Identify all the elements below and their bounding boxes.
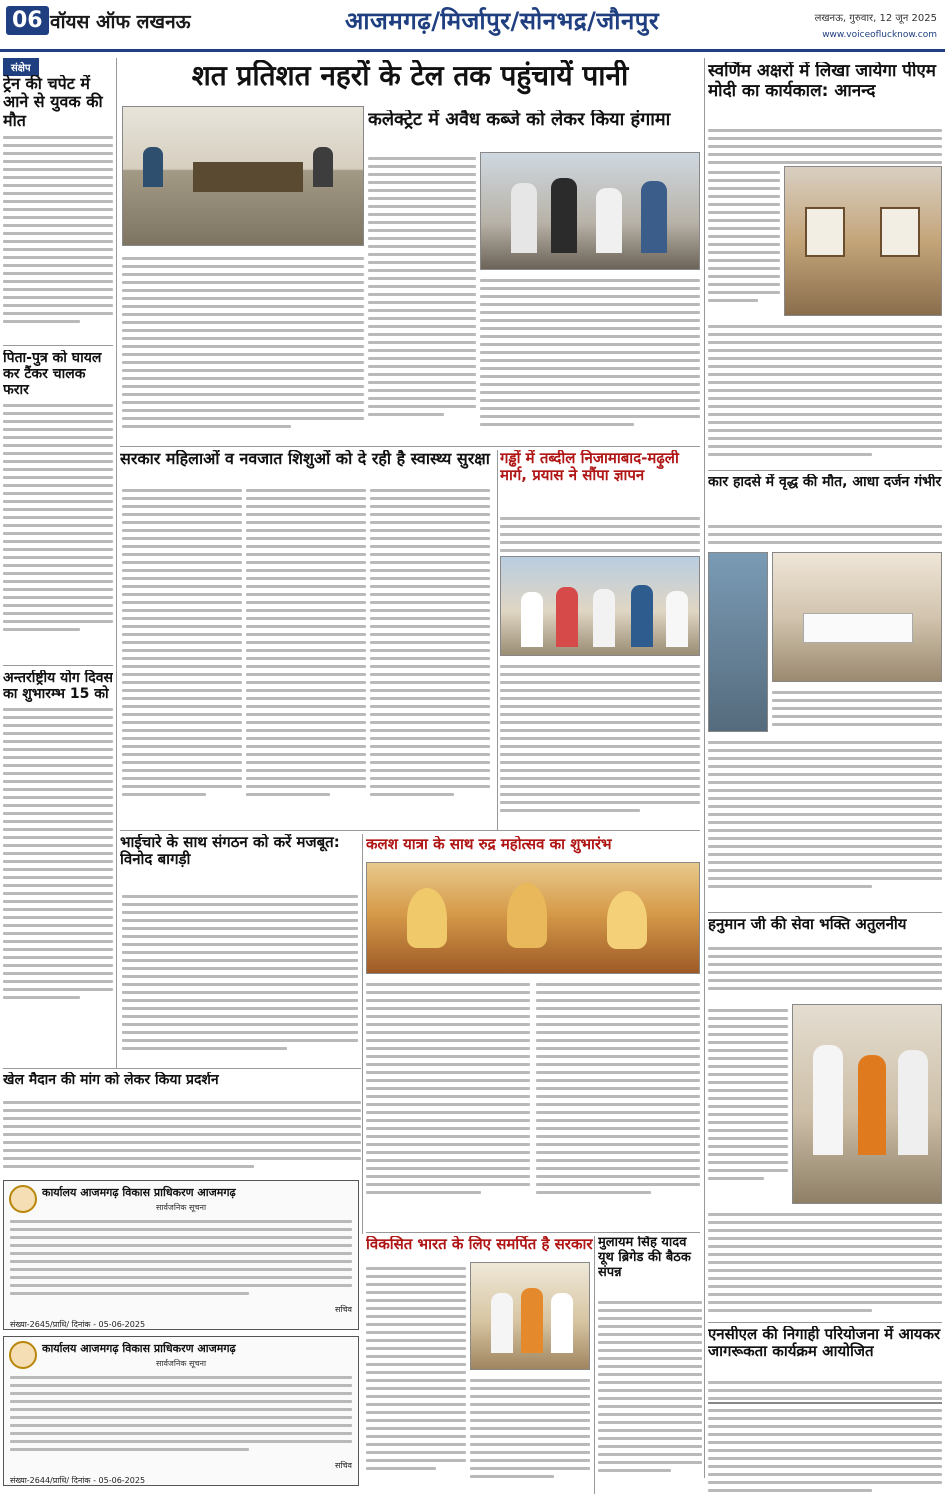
modi-intro [708, 124, 942, 164]
accident-body [708, 736, 942, 906]
notice-1-signature: सचिव [334, 1305, 352, 1314]
notice-2 [3, 1336, 359, 1486]
mulayam-headline: मुलायम सिंह यादव यूथ ब्रिगेड की बैठक संपन्न [598, 1236, 691, 1280]
divider [3, 1068, 361, 1069]
brief-yoga-body [3, 708, 113, 999]
emblem-icon [9, 1341, 37, 1369]
notice-2-subtitle: सार्वजनिक सूचना [155, 1359, 207, 1368]
ncl-intro [708, 1376, 942, 1400]
accident-body-side [772, 686, 942, 732]
divider [3, 665, 113, 666]
collectorate-headline-block [368, 110, 700, 150]
divider [120, 446, 700, 447]
health-headline-block [120, 450, 496, 480]
victim-photo [708, 552, 768, 732]
modi-body-left [708, 166, 780, 316]
ncl-headline: एनसीएल की निगाही परियोजना में आयकर जागरूकता कार्यक्रम आयोजित [708, 1326, 941, 1361]
column-rule [704, 58, 705, 1478]
hanuman-body-left [708, 1004, 788, 1204]
kalash-body-2 [536, 978, 700, 1228]
collectorate-body [368, 152, 476, 442]
divider [708, 1322, 942, 1323]
mulayam-body [598, 1296, 702, 1494]
modi-headline-block [708, 62, 942, 122]
viksit-headline: विकसित भारत के लिए समर्पित है सरकार [366, 1236, 593, 1253]
health-body-3 [370, 484, 490, 824]
column-rule [497, 450, 498, 830]
accident-headline: कार हादसे में वृद्ध की मौत, आधा दर्जन गंभीर [708, 474, 942, 490]
brief-train [3, 75, 113, 345]
notice-2-signature: सचिव [334, 1461, 352, 1470]
potholes-intro [500, 512, 700, 552]
ncl-headline-block [708, 1326, 942, 1374]
edition-title: आजमगढ़/मिर्जापुर/सोनभद्र/जौनपुर [345, 7, 660, 35]
accident-intro [708, 520, 942, 550]
website-link[interactable]: www.voiceoflucknow.com [822, 30, 937, 40]
bhaichara-headline-block [120, 834, 360, 886]
hanuman-intro [708, 942, 942, 1002]
collectorate-headline: कलेक्ट्रेट में अवैध कब्जे को लेकर किया हंगामा [368, 110, 671, 130]
kalash-headline-block [366, 836, 700, 860]
dateline: लखनऊ, गुरुवार, 12 जून 2025 [814, 13, 937, 24]
modi-body [708, 320, 942, 470]
brief-train-headline: ट्रेन की चपेट में आने से युवक की मौत [3, 75, 103, 130]
lead-body [122, 252, 364, 442]
viksit-body-1 [366, 1262, 466, 1494]
health-headline: सरकार महिलाओं व नवजात शिशुओं को दे रही है स्वास्थ्य सुरक्षा [120, 450, 490, 468]
divider [708, 912, 942, 913]
kalash-body-1 [366, 978, 530, 1228]
hanuman-headline-block [708, 916, 942, 940]
modi-headline: स्वर्णिम अक्षरों में लिखा जायेगा पीएम मोदी का कार्यकाल: आनन्द [708, 62, 936, 101]
brief-train-body [3, 136, 113, 323]
hospital-photo [772, 552, 942, 682]
collectorate-body-2 [480, 274, 700, 442]
health-body-2 [246, 484, 366, 824]
divider [708, 470, 942, 471]
accident-headline-block [708, 474, 942, 518]
divider [3, 345, 113, 346]
viksit-photo [470, 1262, 590, 1370]
section-label: संक्षेप [3, 58, 39, 76]
potholes-body [500, 660, 700, 828]
lead-headline: शत प्रतिशत नहरों के टेल तक पहुंचायें पानी [191, 60, 629, 92]
health-body-1 [122, 484, 242, 824]
paper-name: वॉयस ऑफ लखनऊ [50, 11, 191, 33]
mulayam-headline-block [598, 1236, 702, 1292]
notice-1-footer: संख्या-2645/प्राधि/ दिनांक - 05-06-2025 [10, 1320, 146, 1329]
khel-headline: खेल मैदान की मांग को लेकर किया प्रदर्शन [3, 1072, 219, 1088]
ncl-body [708, 1404, 942, 1496]
column-rule [594, 1236, 595, 1494]
meeting-photo [122, 106, 364, 246]
notice-2-title: कार्यालय आजमगढ़ विकास प्राधिकरण आजमगढ़ [42, 1342, 236, 1355]
viksit-body-2 [470, 1374, 590, 1494]
notice-1 [3, 1180, 359, 1330]
emblem-icon [9, 1185, 37, 1213]
brief-yoga-headline: अन्तर्राष्ट्रीय योग दिवस का शुभारम्भ 15 को [3, 670, 113, 703]
brief-tanker-body [3, 404, 113, 631]
page-number: 06 [6, 6, 49, 35]
potholes-photo [500, 556, 700, 656]
hanuman-headline: हनुमान जी की सेवा भक्ति अतुलनीय [708, 916, 907, 933]
bhaichara-body [122, 890, 358, 1070]
kalash-headline: कलश यात्रा के साथ रुद्र महोत्सव का शुभारंभ [366, 836, 612, 853]
brief-yoga [3, 670, 113, 1065]
brief-tanker-headline: पिता-पुत्र को घायल कर टैंकर चालक फरार [3, 350, 102, 399]
masthead [0, 0, 945, 52]
hanuman-body [708, 1208, 942, 1318]
notice-1-title: कार्यालय आजमगढ़ विकास प्राधिकरण आजमगढ़ [42, 1186, 236, 1199]
divider [366, 1232, 700, 1233]
khel-headline-block [3, 1072, 361, 1094]
potholes-headline: गड्ढों में तब्दील निजामाबाद-मढ़ुली मार्ग, प्रयास ने सौंपा ज्ञापन [500, 450, 679, 485]
notice-1-subtitle: सार्वजनिक सूचना [155, 1203, 207, 1212]
felicitation-photo [784, 166, 942, 316]
kalash-photo [366, 862, 700, 974]
divider [120, 830, 700, 831]
notice-2-footer: संख्या-2644/प्राधि/ दिनांक - 05-06-2025 [10, 1476, 146, 1485]
protest-photo [480, 152, 700, 270]
brief-tanker [3, 350, 113, 660]
column-rule [362, 834, 363, 1234]
khel-body [3, 1096, 361, 1176]
lead-headline-block [120, 60, 700, 102]
bhaichara-headline: भाईचारे के साथ संगठन को करें मजबूत: विनोद बागड़ी [120, 834, 340, 869]
hanuman-event-photo [792, 1004, 942, 1204]
column-rule [116, 58, 117, 1068]
potholes-headline-block [500, 450, 700, 510]
